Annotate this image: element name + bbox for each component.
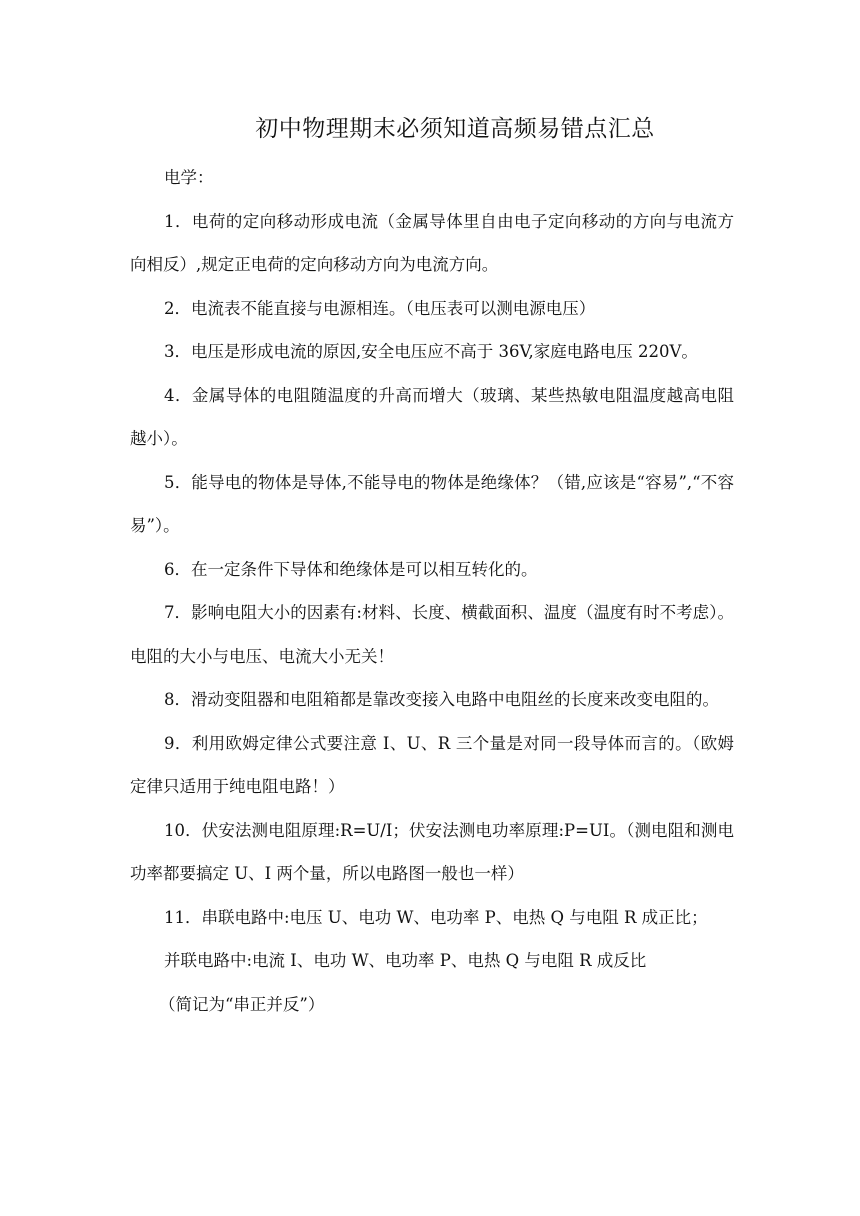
list-item: 9．利用欧姆定律公式要注意 I、U、R 三个量是对同一段导体而言的。（欧姆定律只适用于纯电阻电路！） bbox=[130, 733, 734, 796]
list-item: 4．金属导体的电阻随温度的升高而增大（玻璃、某些热敏电阻温度越高电阻越小）。 bbox=[130, 385, 734, 448]
list-item: 7．影响电阻大小的因素有:材料、长度、横截面积、温度（温度有时不考虑）。电阻的大小与电压、电流大小无关！ bbox=[130, 603, 734, 666]
list-item: 5．能导电的物体是导体,不能导电的物体是绝缘体？（错,应该是“容易”,“不容易”）。 bbox=[130, 472, 734, 535]
list-item: 3．电压是形成电流的原因,安全电压应不高于 36V,家庭电路电压 220V。 bbox=[164, 342, 698, 361]
list-item: 2．电流表不能直接与电源相连。（电压表可以测电源电压） bbox=[164, 298, 596, 318]
mnemonic-note: （简记为“串正并反”） bbox=[159, 994, 325, 1014]
list-item: 10．伏安法测电阻原理:R=U/I；伏安法测电功率原理:P=UI。（测电阻和测电功率都要搞定 U、I 两个量，所以电路图一般也一样） bbox=[130, 820, 734, 883]
document-body bbox=[130, 156, 734, 1026]
list-item: 11．串联电路中:电压 U、电功 W、电功率 P、电热 Q 与电阻 R 成正比； bbox=[164, 907, 708, 927]
list-item: 8．滑动变阻器和电阻箱都是靠改变接入电路中电阻丝的长度来改变电阻的。 bbox=[164, 690, 719, 709]
list-item: 1．电荷的定向移动形成电流（金属导体里自由电子定向移动的方向与电流方向相反）,规定正电荷的定向移动方向为电流方向。 bbox=[130, 211, 734, 274]
section-heading: 电学： bbox=[164, 168, 214, 187]
parallel-circuit-line: 并联电路中:电流 I、电功 W、电功率 P、电热 Q 与电阻 R 成反比 bbox=[164, 951, 647, 970]
document-title: 初中物理期末必须知道高频易错点汇总 bbox=[255, 116, 655, 142]
list-item: 6．在一定条件下导体和绝缘体是可以相互转化的。 bbox=[164, 559, 538, 579]
